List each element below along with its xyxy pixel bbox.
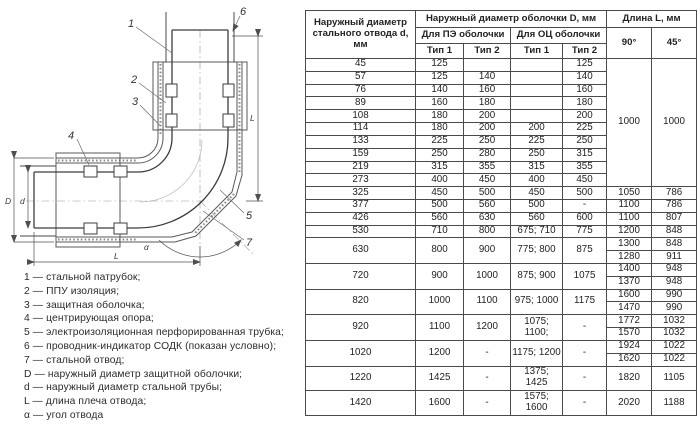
table-cell: 1000	[652, 59, 697, 187]
callout-5: 5	[246, 210, 253, 222]
table-cell: 600	[563, 212, 607, 225]
table-cell: 377	[306, 199, 416, 212]
table-row	[306, 199, 697, 212]
table-cell: 76	[306, 84, 416, 97]
table-cell: 160	[416, 97, 464, 110]
dimension-lines	[14, 36, 263, 266]
table-cell: 125	[416, 71, 464, 84]
table-cell: 807	[652, 212, 697, 225]
table-cell: 45	[306, 59, 416, 72]
table-row	[306, 212, 697, 225]
table-cell: 1200	[464, 315, 511, 341]
callout-leaders	[77, 16, 244, 240]
table-row	[306, 391, 697, 416]
table-cell: 875; 900	[511, 264, 563, 290]
table-cell: 1000	[416, 289, 464, 315]
header-45deg: 45°	[652, 28, 697, 59]
table-cell: 500	[416, 199, 464, 212]
table-cell: 1000	[607, 59, 652, 187]
header-casing-diameter: Наружный диаметр оболочки D, мм	[416, 11, 607, 28]
table-cell: 900	[464, 238, 511, 264]
table-cell: 1032	[652, 315, 697, 328]
table-cell: 200	[563, 110, 607, 123]
callout-7: 7	[246, 237, 253, 249]
table-cell: 800	[416, 238, 464, 264]
table-cell: 140	[464, 71, 511, 84]
dim-label-L-bottom: L	[114, 251, 119, 261]
dim-label-d: d	[20, 196, 25, 206]
table-cell: 225	[563, 123, 607, 136]
table-cell: 159	[306, 148, 416, 161]
table-body	[306, 59, 697, 416]
legend-item-d: d — наружный диаметр стальной трубы;	[24, 382, 223, 394]
table-cell: 630	[306, 238, 416, 264]
elbow-drawing	[0, 0, 302, 272]
table-cell: 355	[464, 161, 511, 174]
table-cell: -	[563, 340, 607, 366]
table-cell: 1575; 1600	[511, 391, 563, 416]
table-cell: 990	[652, 302, 697, 315]
table-row	[306, 289, 697, 302]
table-cell: 1175	[563, 289, 607, 315]
table-cell: 1100	[607, 199, 652, 212]
table-cell: 1100	[464, 289, 511, 315]
table-cell: 1022	[652, 353, 697, 366]
table-cell: 400	[511, 174, 563, 187]
table-cell: 180	[416, 123, 464, 136]
legend-item-6: 6 — проводник-индикатор СОДК (показан условно);	[24, 340, 277, 352]
header-90deg: 90°	[607, 28, 652, 59]
table-cell	[511, 110, 563, 123]
table-cell: -	[464, 391, 511, 416]
table-row	[306, 59, 697, 72]
table-cell: 1188	[652, 391, 697, 416]
table-cell: 125	[416, 59, 464, 72]
table-cell: 1924	[607, 340, 652, 353]
dim-label-alpha: α	[144, 242, 149, 252]
table-cell: 500	[464, 187, 511, 200]
table-cell: 450	[511, 187, 563, 200]
table-cell: 180	[416, 110, 464, 123]
table-cell: 160	[464, 84, 511, 97]
steel-pipe	[34, 30, 228, 228]
table-cell: 975; 1000	[511, 289, 563, 315]
table-cell: 800	[464, 225, 511, 238]
legend-item-3: 3 — защитная оболочка;	[24, 299, 145, 311]
table-cell: 273	[306, 174, 416, 187]
header-oc-type1: Тип 1	[511, 44, 563, 59]
table-cell	[511, 59, 563, 72]
table-cell: 200	[464, 123, 511, 136]
table-cell: 848	[652, 238, 697, 251]
table-cell: 710	[416, 225, 464, 238]
legend-item-7: 7 — стальной отвод;	[24, 354, 125, 366]
legend-item-2: 2 — ППУ изоляция;	[24, 285, 120, 297]
header-oc-casing: Для ОЦ оболочки	[511, 28, 607, 44]
table-cell: 114	[306, 123, 416, 136]
table-cell: 948	[652, 264, 697, 277]
legend	[24, 271, 304, 423]
table-cell: 1020	[306, 340, 416, 366]
table-cell: -	[464, 340, 511, 366]
table-row	[306, 366, 697, 391]
table-cell: 911	[652, 251, 697, 264]
table-cell: 280	[464, 148, 511, 161]
table-cell: 133	[306, 135, 416, 148]
table-cell: 1370	[607, 276, 652, 289]
legend-item-alpha: α — угол отвода	[24, 409, 104, 421]
callout-2: 2	[131, 74, 138, 86]
table-cell: 180	[464, 97, 511, 110]
table-cell: 89	[306, 97, 416, 110]
table-cell: 786	[652, 187, 697, 200]
table-cell: 1022	[652, 340, 697, 353]
dim-label-D: D	[5, 196, 12, 206]
table-cell: 400	[416, 174, 464, 187]
header-pe-type2: Тип 2	[464, 44, 511, 59]
table-cell: 250	[464, 135, 511, 148]
table-cell: 426	[306, 212, 416, 225]
table-cell: 1100	[607, 212, 652, 225]
legend-item-L: L — длина плеча отвода;	[24, 396, 147, 408]
table-cell: 1050	[607, 187, 652, 200]
header-oc-type2: Тип 2	[563, 44, 607, 59]
legend-item-5: 5 — электроизоляционная перфорированная трубка;	[24, 327, 284, 339]
table-cell: 450	[464, 174, 511, 187]
table-cell: 140	[563, 71, 607, 84]
table-cell: 675; 710	[511, 225, 563, 238]
table-cell: 900	[416, 264, 464, 290]
table-row	[306, 315, 697, 328]
table-cell: 530	[306, 225, 416, 238]
table-cell: 1280	[607, 251, 652, 264]
callout-1: 1	[128, 18, 135, 30]
table-cell: 315	[563, 148, 607, 161]
table-cell: 1220	[306, 366, 416, 391]
legend-item-1: 1 — стальной патрубок;	[24, 272, 141, 283]
table-cell: 180	[563, 97, 607, 110]
table-cell: 1600	[416, 391, 464, 416]
table-cell: 990	[652, 289, 697, 302]
header-length: Длина L, мм	[607, 11, 697, 28]
table-cell: 325	[306, 187, 416, 200]
table-cell: 57	[306, 71, 416, 84]
table-cell: 1105	[652, 366, 697, 391]
dim-label-L-right: L	[250, 113, 255, 123]
table-cell: 1200	[607, 225, 652, 238]
callout-4: 4	[68, 130, 75, 142]
table-cell: 160	[563, 84, 607, 97]
table-cell: 560	[416, 212, 464, 225]
table-cell	[511, 84, 563, 97]
table-cell: 1200	[416, 340, 464, 366]
table-cell: 140	[416, 84, 464, 97]
table-cell	[464, 59, 511, 72]
table-cell	[511, 71, 563, 84]
table-row	[306, 264, 697, 277]
table-cell: 219	[306, 161, 416, 174]
table-cell	[511, 97, 563, 110]
table-cell: 1400	[607, 264, 652, 277]
table-cell: 1300	[607, 238, 652, 251]
table-cell: 1000	[464, 264, 511, 290]
legend-item-D: D — наружный диаметр защитной оболочки;	[24, 368, 243, 380]
table-cell: -	[464, 366, 511, 391]
table-cell: 108	[306, 110, 416, 123]
table-cell: 848	[652, 225, 697, 238]
table-header	[306, 11, 697, 59]
table-cell: 775	[563, 225, 607, 238]
table-cell: 450	[563, 174, 607, 187]
table-cell: 786	[652, 199, 697, 212]
table-cell: 1470	[607, 302, 652, 315]
table-cell: 875	[563, 238, 607, 264]
table-cell: 1075	[563, 264, 607, 290]
table-cell: 250	[563, 135, 607, 148]
header-pe-casing: Для ПЭ оболочки	[416, 28, 511, 44]
callout-6: 6	[240, 6, 247, 18]
legend-item-4: 4 — центрирующая опора;	[24, 313, 154, 325]
table-cell: 720	[306, 264, 416, 290]
callout-3: 3	[132, 96, 139, 108]
table-cell: 1570	[607, 328, 652, 341]
center-lines	[26, 30, 253, 258]
table-cell: -	[563, 315, 607, 341]
table-cell: 315	[511, 161, 563, 174]
table-cell: 1375; 1425	[511, 366, 563, 391]
table-cell: -	[563, 199, 607, 212]
table-cell: -	[563, 366, 607, 391]
table-cell: 560	[464, 199, 511, 212]
table-cell: 200	[464, 110, 511, 123]
table-cell: 775; 800	[511, 238, 563, 264]
centering-supports	[84, 84, 234, 234]
table-cell: 355	[563, 161, 607, 174]
table-cell: 1175; 1200	[511, 340, 563, 366]
table-cell: 500	[563, 187, 607, 200]
bend-construction-arc	[140, 140, 202, 202]
table-row	[306, 340, 697, 353]
table-cell: 948	[652, 276, 697, 289]
sodk-wires	[20, 12, 234, 236]
table-cell: 560	[511, 212, 563, 225]
table-cell: 225	[416, 135, 464, 148]
table-cell: 1100	[416, 315, 464, 341]
table-cell: 315	[416, 161, 464, 174]
table-cell: 125	[563, 59, 607, 72]
table-cell: 1420	[306, 391, 416, 416]
table-cell: 225	[511, 135, 563, 148]
table-cell: 820	[306, 289, 416, 315]
table-cell: 1820	[607, 366, 652, 391]
casing-collars	[56, 62, 247, 247]
header-steel-diameter: Наружный диаметр стального отвода d, мм	[306, 11, 416, 59]
table-cell: 1772	[607, 315, 652, 328]
table-row	[306, 225, 697, 238]
table-cell: 500	[511, 199, 563, 212]
table-cell: 1600	[607, 289, 652, 302]
table-cell: 1032	[652, 328, 697, 341]
spec-table	[305, 10, 697, 416]
table-cell: 450	[416, 187, 464, 200]
table-cell: 1075; 1100;	[511, 315, 563, 341]
table-cell: 2020	[607, 391, 652, 416]
table-cell: 1620	[607, 353, 652, 366]
table-cell: 1425	[416, 366, 464, 391]
table-cell: 920	[306, 315, 416, 341]
table-cell: 250	[511, 148, 563, 161]
table-cell: -	[563, 391, 607, 416]
table-cell: 630	[464, 212, 511, 225]
header-pe-type1: Тип 1	[416, 44, 464, 59]
spec-table-container	[305, 10, 696, 416]
table-cell: 250	[416, 148, 464, 161]
table-row	[306, 238, 697, 251]
table-row	[306, 187, 697, 200]
table-cell: 200	[511, 123, 563, 136]
